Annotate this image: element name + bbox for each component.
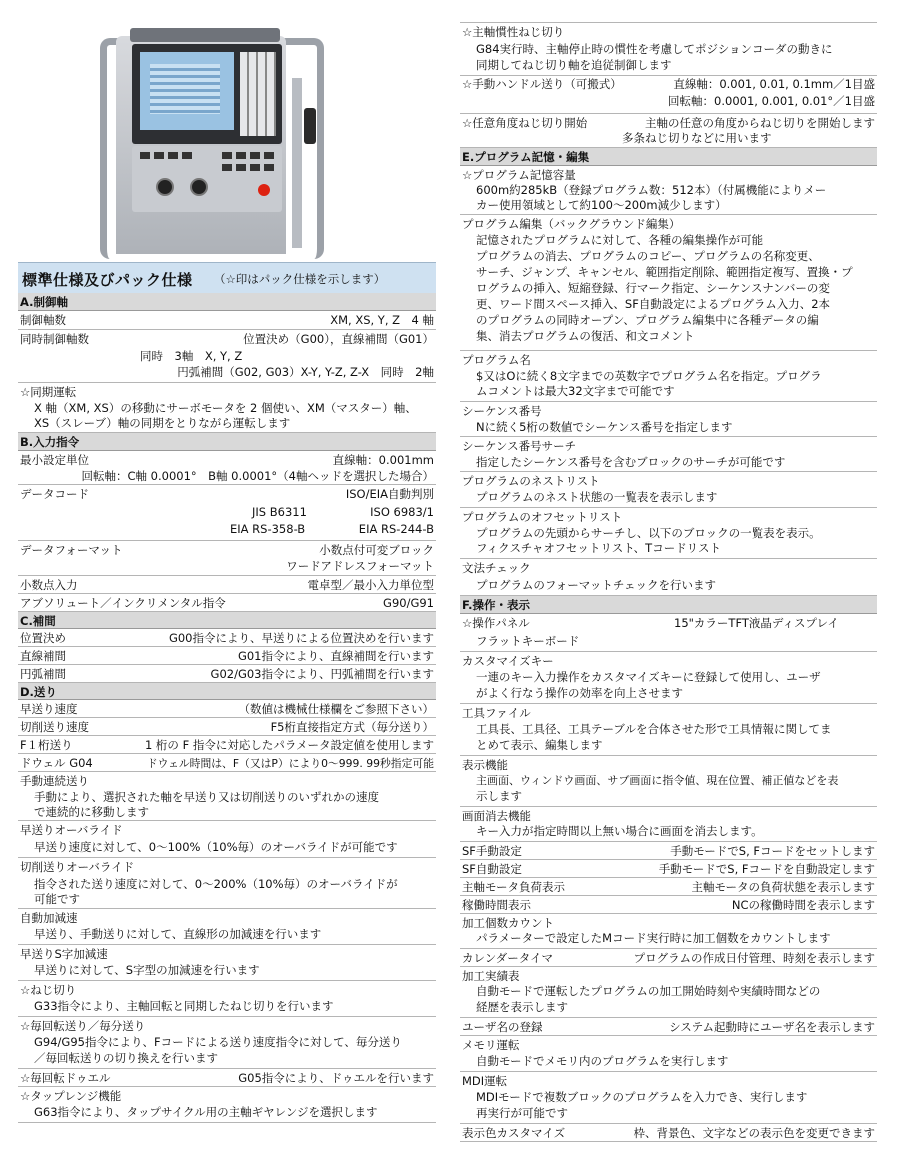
spec-row: ☆主軸慣性ねじ切り G84実行時、主軸停止時の慣性を考慮してポジションコーダの動きに 同期してねじ切り軸を追従制御します	[460, 22, 877, 76]
section-e-heading: E.プログラム記憶・編集	[460, 148, 877, 166]
spec-row: 切削送り速度 F5桁直接指定方式（毎分送り）	[20, 720, 434, 734]
spec-row: F１桁送り 1 桁の F 指令に対応したパラメータ設定値を使用します	[20, 738, 434, 752]
spec-row: プログラムのオフセットリスト プログラムの先頭からサーチし、以下のブロックの一覧表を表示。 フィクスチャオフセットリスト、Tコードリスト	[460, 508, 877, 559]
section-a-heading: A.制御軸	[18, 293, 436, 311]
spec-note: （☆印はパック仕様を示します）	[214, 272, 386, 286]
spec-row: データフォーマット 小数点付可変ブロック ワードアドレスフォーマット	[18, 541, 436, 576]
section-f-heading: F.操作・表示	[460, 596, 877, 614]
machine-screen	[140, 52, 234, 130]
spec-row: ☆毎回転ドゥエル G05指令により、ドゥエルを行います	[20, 1071, 434, 1085]
spec-row: 最小設定単位 直線軸：0.001mm 回転軸：C軸 0.0001° B軸 0.0001°（4軸ヘッドを選択した場合）	[20, 453, 434, 483]
machine-side-post	[292, 78, 302, 248]
spec-row: ☆ねじ切り G33指令により、主軸回転と同期したねじ切りを行います	[18, 981, 436, 1017]
spec-row: ユーザ名の登録 システム起動時にユーザ名を表示します	[462, 1020, 875, 1034]
machine-keypad	[240, 52, 276, 136]
spec-title-bar	[18, 262, 436, 294]
spec-title: 標準仕様及びパック仕様	[22, 271, 193, 289]
spec-row: プログラム名 $又はOに続く8文字までの英数字でプログラム名を指定。プログラ ムコメントは最大32文字まで可能です	[460, 351, 877, 402]
spec-row: 表示色カスタマイズ 枠、背景色、文字などの表示色を変更できます	[462, 1126, 875, 1140]
spec-row: 手動連続送り 手動により、選択された軸を早送り又は切削送りのいずれかの速度 で連続的に移動します	[18, 772, 436, 821]
spec-row: 制御軸数 XM, XS, Y, Z 4 軸	[18, 311, 436, 330]
spec-row: 加工個数カウント パラメーターで設定したMコード実行時に加工個数をカウントします	[460, 914, 877, 949]
spec-row: カレンダータイマ プログラムの作成日付管理、時刻を表示します	[462, 951, 875, 965]
section-c-heading: C.補間	[18, 612, 436, 629]
spec-row: ☆操作パネル 15"カラーTFT液晶ディスプレイ フラットキーボード	[460, 614, 877, 652]
spec-row: アブソリュート／インクリメンタル指令 G90/G91	[20, 596, 434, 610]
spec-row: プログラムのネストリスト プログラムのネスト状態の一覧表を表示します	[460, 472, 877, 508]
spec-row: SF手動設定 手動モードでS, Fコードをセットします	[462, 844, 875, 858]
section-d-heading: D.送り	[18, 683, 436, 700]
spec-row: 位置決め G00指令により、早送りによる位置決めを行います	[20, 631, 434, 645]
spec-row: シーケンス番号サーチ 指定したシーケンス番号を含むブロックのサーチが可能です	[460, 437, 877, 472]
spec-row: カスタマイズキー 一連のキー入力操作をカスタマイズキーに登録して使用し、ユーザ がよく行なう操作の効率を向上させます	[460, 652, 877, 704]
spec-row: データコード ISO/EIA自動判別 JIS B6311 ISO 6983/1 EIA RS-358-B EIA RS-244-B	[18, 485, 436, 541]
spec-row: 小数点入力 電卓型／最小入力単位型	[20, 578, 434, 592]
spec-row: ☆タップレンジ機能 G63指令により、タップサイクル用の主軸ギヤレンジを選択します	[18, 1087, 436, 1123]
spec-row: ドウェル G04 ドウェル時間は、F（又はP）により0～999. 99秒指定可能	[20, 756, 434, 770]
spec-row: MDI運転 MDIモードで複数ブロックのプログラムを入力でき、実行します 再実行が可能です	[460, 1072, 877, 1124]
handwheel-pendant	[304, 108, 316, 144]
spec-row: 早送り速度 （数値は機械仕様欄をご参照下さい）	[20, 702, 434, 716]
section-b-heading: B.入力指令	[18, 433, 436, 451]
machine-top-plate	[130, 28, 280, 42]
spec-row: 文法チェック プログラムのフォーマットチェックを行います	[460, 559, 877, 596]
spec-row: 切削送りオーバライド 指令された送り速度に対して、0～200%（10%毎）のオーバライドが 可能です	[18, 858, 436, 909]
spec-row: ☆プログラム記憶容量 600m約285kB（登録プログラム数：512本）（付属機能によりメー カー使用領域として約100～200m減少します）	[460, 166, 877, 215]
spec-row: ☆毎回転送り／毎分送り G94/G95指令により、Fコードによる送り速度指令に対して、毎分送り ／毎回転送りの切り換えを行います	[18, 1017, 436, 1069]
spec-row: 早送りS字加減速 早送りに対して、S字型の加減速を行います	[18, 945, 436, 981]
spec-row: 早送りオーバライド 早送り速度に対して、0～100%（10%毎）のオーバライドが可能です	[18, 821, 436, 858]
cnc-machine-illustration	[100, 8, 340, 254]
spec-row: ☆任意角度ねじ切り開始 主軸の任意の角度からねじ切りを開始します 多条ねじ切りなどに用います	[460, 114, 877, 148]
spec-row: ☆手動ハンドル送り（可搬式） 直線軸：0.001, 0.01, 0.1mm／1目盛 回転軸：0.0001, 0.001, 0.01°／1目盛	[460, 75, 877, 114]
spec-row: 表示機能 主画面、ウィンドウ画面、サブ画面に指令値、現在位置、補正値などを表 示します	[460, 756, 877, 807]
spec-row: ☆同期運転 X 軸（XM, XS）の移動にサーボモータを 2 個使い、XM（マスター）軸、 XS（スレーブ）軸の同期をとりながら運転します	[18, 383, 436, 433]
spec-row: 工具ファイル 工具長、工具径、工具テーブルを合体させた形で工具情報に関してま とめて表示、編集します	[460, 704, 877, 756]
spec-row: 自動加減速 早送り、手動送りに対して、直線形の加減速を行います	[18, 909, 436, 945]
spec-row: メモリ運転 自動モードでメモリ内のプログラムを実行します	[460, 1036, 877, 1072]
machine-control-panel	[132, 146, 282, 212]
spec-row: シーケンス番号 Nに続く5桁の数値でシーケンス番号を指定します	[460, 402, 877, 437]
spec-row: 円弧補間 G02/G03指令により、円弧補間を行います	[20, 667, 434, 681]
spec-row: 稼働時間表示 NCの稼働時間を表示します	[462, 898, 875, 912]
spec-row: 加工実績表 自動モードで運転したプログラムの加工開始時刻や実績時間などの 経歴を表示します	[460, 967, 877, 1018]
spec-row: 画面消去機能 キー入力が指定時間以上無い場合に画面を消去します。	[460, 807, 877, 842]
spec-row: SF自動設定 手動モードでS, Fコードを自動設定します	[462, 862, 875, 876]
spec-row: 直線補間 G01指令により、直線補間を行います	[20, 649, 434, 663]
spec-row: 主軸モータ負荷表示 主軸モータの負荷状態を表示します	[462, 880, 875, 894]
spec-row: プログラム編集（バックグラウンド編集） 記憶されたプログラムに対して、各種の編集操作が可能 プログラムの消去、プログラムのコピー、プログラムの名称変更、 サーチ、ジャンプ、キャンセル、範囲指定削除、範囲指定複写、置換・プ ログラムの挿入、短縮登録、行マーク指定、シーケンスナンバーの変 更、ワード間スペース挿入、SF自動設定によるプログラム入力、2本 のプログラムの同時オープン、プログラム編集中に各種データの編 集、消去プログラムの復活、和文コメント	[460, 215, 877, 351]
machine-display-unit	[132, 44, 282, 144]
spec-row: 同時制御軸数 位置決め（G00），直線補間（G01） 同時 3軸 X, Y, Z 円弧補間（G02, G03）X-Y, Y-Z, Z-X 同時 2軸	[18, 330, 436, 383]
